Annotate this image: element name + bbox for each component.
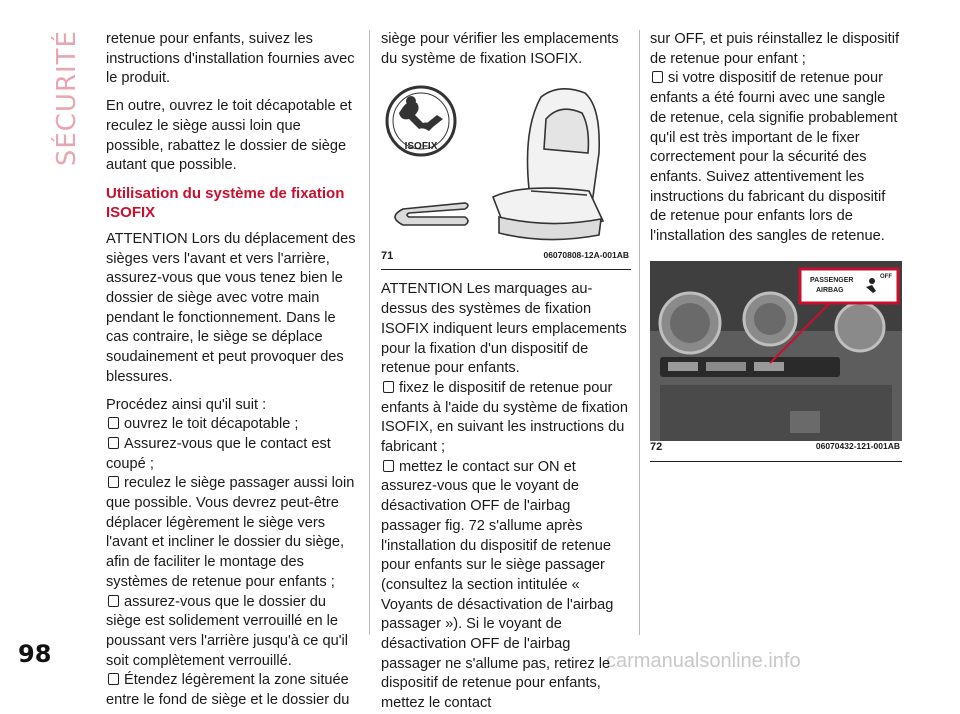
column-1 xyxy=(106,30,356,711)
isofix-seat-illustration xyxy=(381,79,631,247)
bullet-text: assurez-vous que le dossier du siège est solidement verrouillé en le poussant vers l'arrière jusqu'à ce qu'il soit complètement verrouillé. xyxy=(106,593,348,669)
checkbox-bullet-icon xyxy=(652,71,663,83)
callout-off-text: OFF xyxy=(880,273,892,280)
paragraph: En outre, ouvrez le toit décapotable et reculez le siège aussi loin que possible, rabattez le dossier de siège autant que possible. xyxy=(106,98,352,174)
dashboard-photo xyxy=(650,261,902,441)
callout-passenger-text: PASSENGER xyxy=(810,276,854,284)
column-divider xyxy=(369,30,370,635)
section-label: SÉCURITÉ xyxy=(52,30,82,167)
column-2 xyxy=(381,30,631,714)
bullet-text: ouvrez le toit décapotable ; xyxy=(124,416,299,433)
paragraph: sur OFF, et puis réinstallez le dispositif de retenue pour enfant ; xyxy=(650,31,899,67)
checkbox-bullet-icon xyxy=(383,381,394,393)
figure-number: 71 xyxy=(381,249,394,262)
checkbox-bullet-icon xyxy=(108,673,119,685)
column-divider xyxy=(639,30,640,635)
paragraph: Procédez ainsi qu'il suit : xyxy=(106,396,267,413)
bullet-text: mettez le contact sur ON et assurez-vous que le voyant de désactivation OFF de l'airbag passager fig. 72 s'allume après l'installation du dispositif de retenue pour enfants sur le siège passager (consultez la section intitulée « Voyants de désactivation de l'airbag passager »). Si le voyant de désactivation OFF de l'airbag passager ne s'allume pas, retirez le dispositif de retenue pour enfants, mettez le contact xyxy=(381,458,614,712)
checkbox-bullet-icon xyxy=(383,460,394,472)
checkbox-bullet-icon xyxy=(108,595,119,607)
watermark: carmanualsonline.info xyxy=(606,650,801,672)
bullet-item xyxy=(106,593,356,672)
bullet-item xyxy=(381,458,631,714)
bullet-item xyxy=(106,671,356,710)
seat-illustration xyxy=(493,89,603,240)
warning-paragraph: ATTENTION Lors du déplacement des sièges vers l'avant et vers l'arrière, assurez-vous que vous tenez bien le dossier de siège avec votre main pendant le fonctionnement. Dans le cas contraire, le siège se déplace soudainement et peut provoquer des blessures. xyxy=(106,230,356,385)
bullet-text: Assurez-vous que le contact est coupé ; xyxy=(106,435,331,472)
paragraph: siège pour vérifier les emplacements du système de fixation ISOFIX. xyxy=(381,31,619,67)
figure-code: 06070432-121-001AB xyxy=(815,441,900,452)
bullet-item xyxy=(106,415,356,435)
isofix-anchor-icon xyxy=(395,203,468,225)
dashboard-illustration xyxy=(650,261,902,441)
page-number: 98 xyxy=(18,640,52,668)
figure-code: 06070808-12A-001AB xyxy=(543,249,629,260)
bullet-item xyxy=(106,435,356,474)
callout-airbag-text: AIRBAG xyxy=(816,286,844,294)
checkbox-bullet-icon xyxy=(108,437,119,449)
bullet-text: Étendez légèrement la zone située entre le fond de siège et le dossier du xyxy=(106,672,350,709)
bullet-item xyxy=(650,69,902,246)
bullet-text: reculez le siège passager aussi loin que possible. Vous devrez peut-être déplacer légèrement le siège vers l'avant et incliner le dossier du siège, afin de faciliter le montage des systèmes de retenue pour enfants ; xyxy=(106,475,355,590)
isofix-badge-text: ISOFIX xyxy=(404,141,438,153)
figure-71 xyxy=(381,79,631,270)
column-3 xyxy=(650,30,902,462)
figure-number: 72 xyxy=(650,441,663,454)
bullet-text: si votre dispositif de retenue pour enfants a été fourni avec une sangle de retenue, cela signifie probablement qu'il est très important de le fixer correctement pour la sécurité des enfants. Suivez attentivement les instructions du fabricant du dispositif de retenue pour enfants lors de l'installation des sangles de retenue. xyxy=(650,70,898,245)
isofix-badge-icon xyxy=(387,87,455,155)
bullet-item xyxy=(106,474,356,592)
bullet-item xyxy=(381,379,631,458)
figure-72 xyxy=(650,261,902,462)
section-heading: Utilisation du système de fixation ISOFIX xyxy=(106,184,345,221)
checkbox-bullet-icon xyxy=(108,417,119,429)
checkbox-bullet-icon xyxy=(108,476,119,488)
paragraph: retenue pour enfants, suivez les instructions d'installation fournies avec le produit. xyxy=(106,31,355,87)
bullet-text: fixez le dispositif de retenue pour enfants à l'aide du système de fixation ISOFIX, en suivant les instructions du fabricant ; xyxy=(381,379,628,456)
warning-paragraph: ATTENTION Les marquages au-dessus des systèmes de fixation ISOFIX indiquent leurs emplacements pour la fixation d'un dispositif de retenue pour enfants. xyxy=(381,281,627,377)
